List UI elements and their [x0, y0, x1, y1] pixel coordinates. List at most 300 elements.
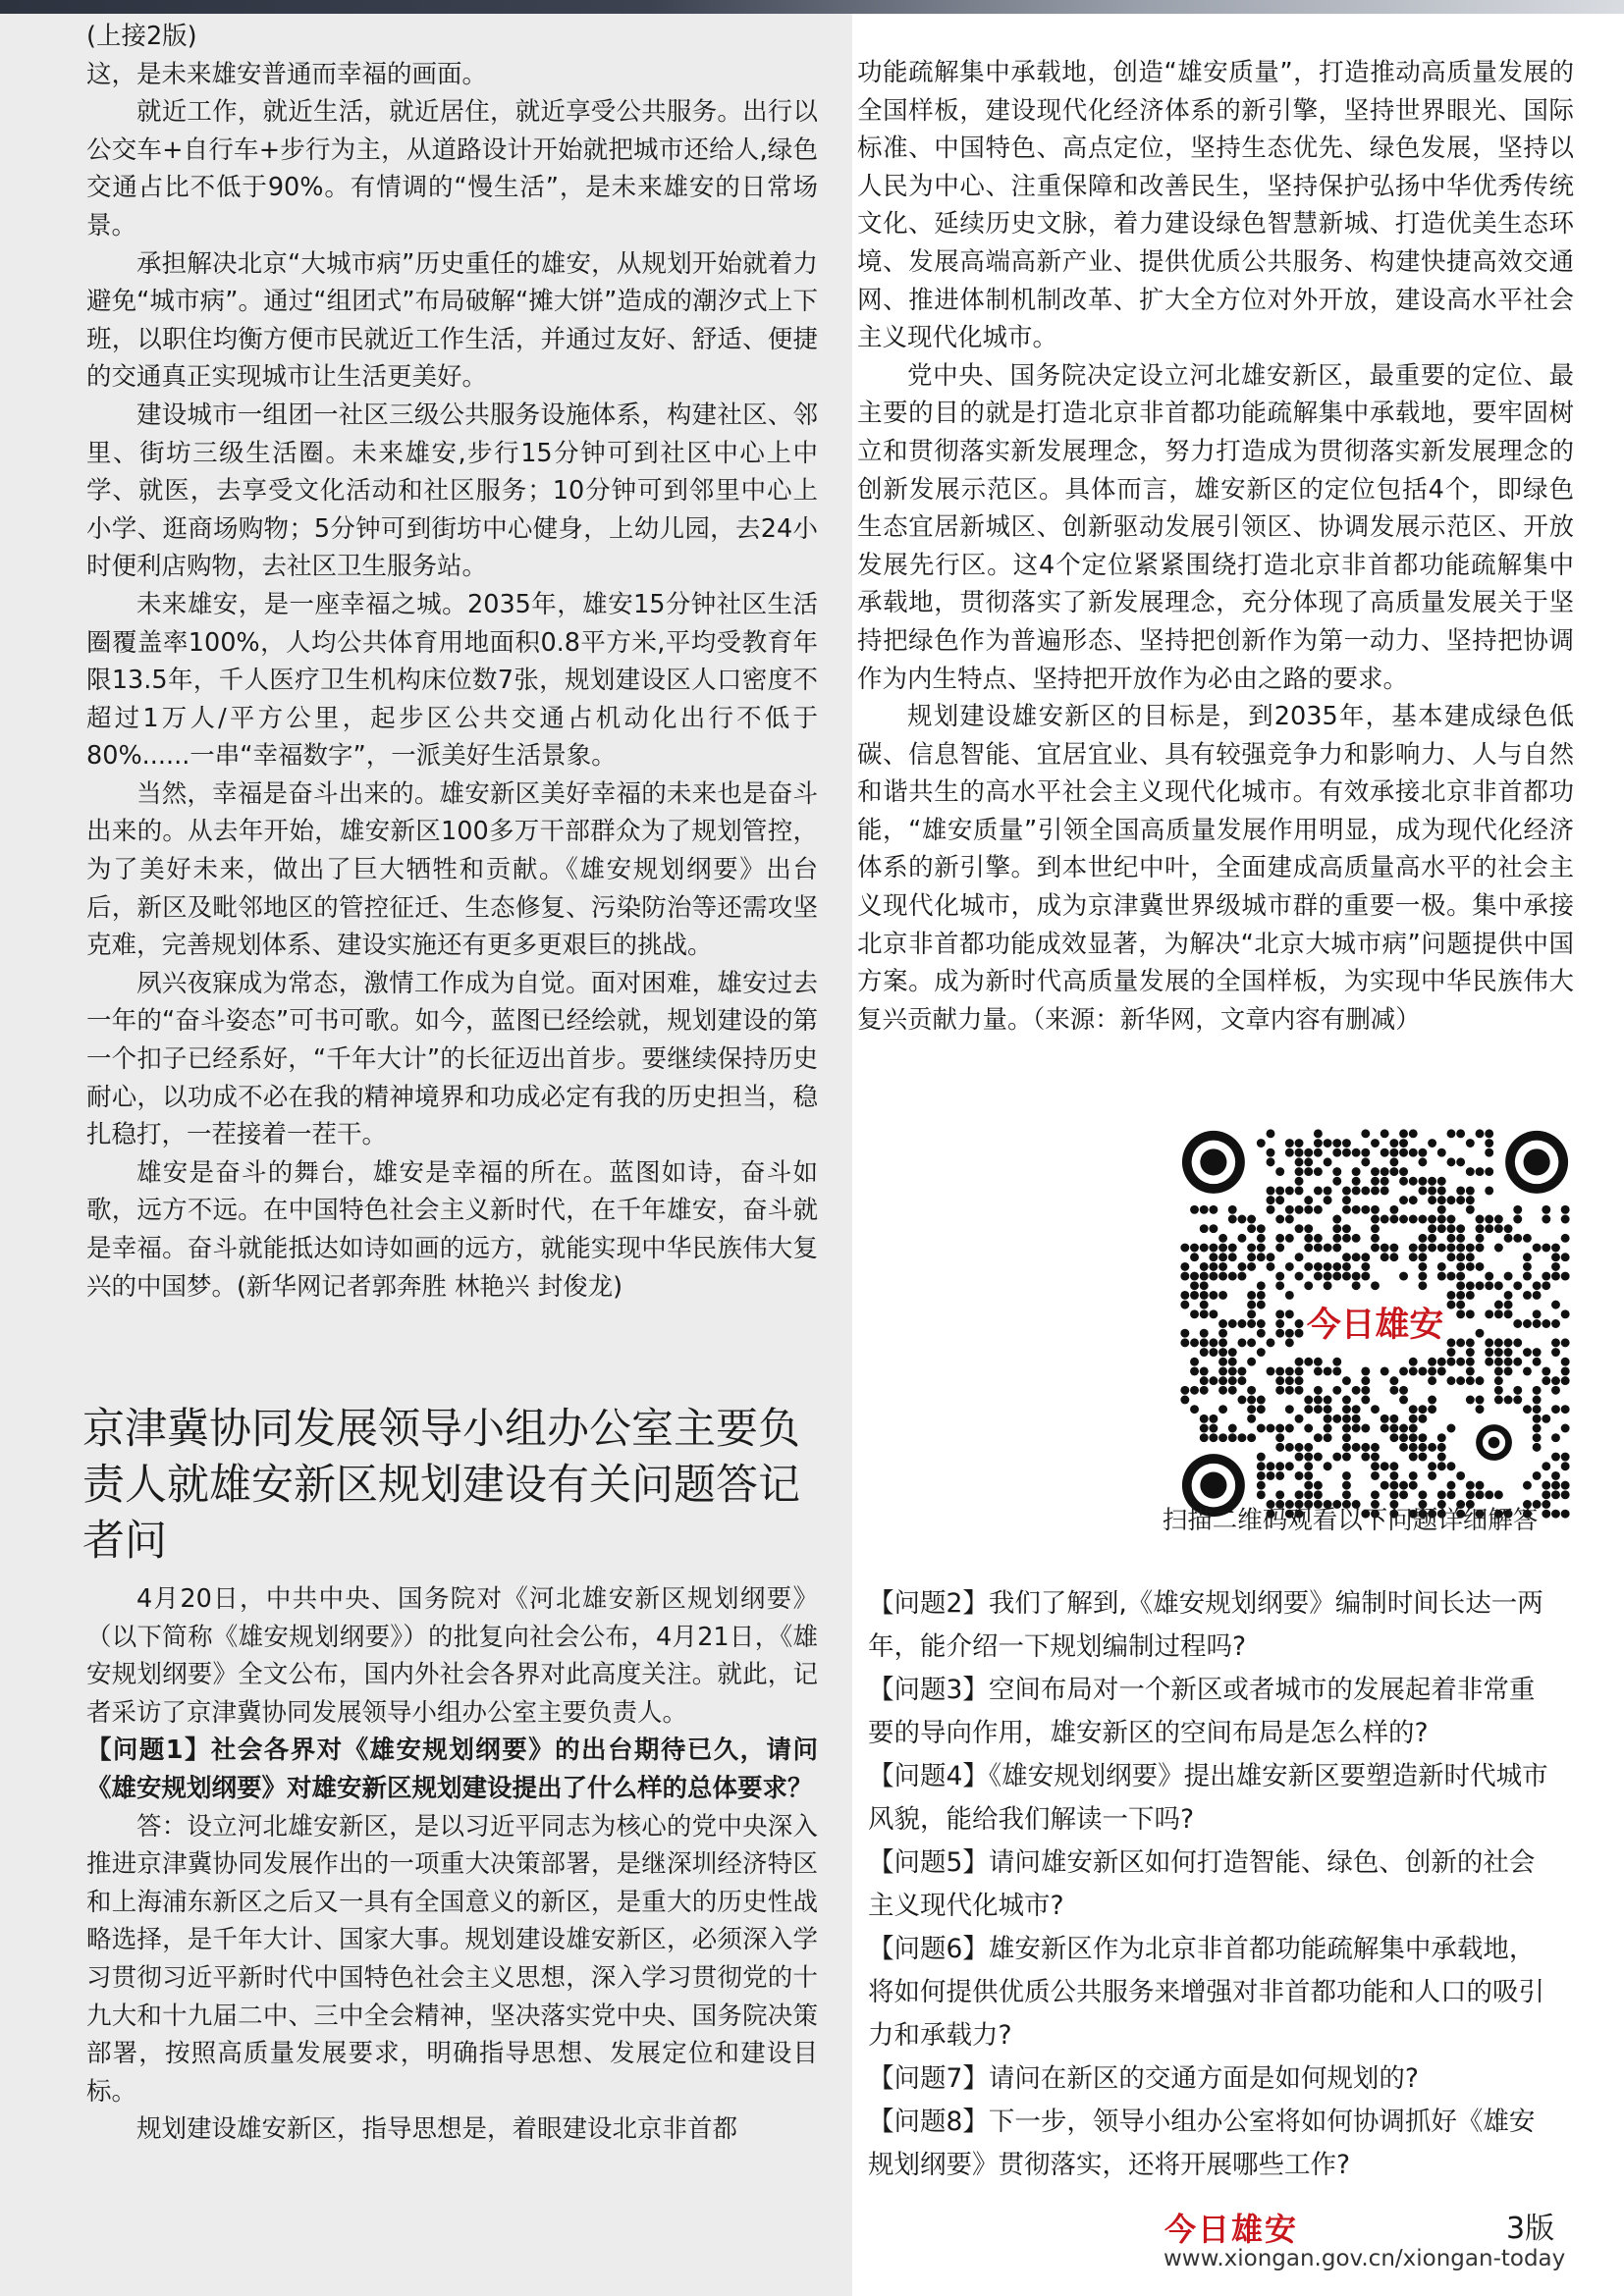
qr-module — [1295, 1471, 1304, 1480]
qr-module — [1218, 1262, 1227, 1271]
qr-module — [1257, 1319, 1266, 1328]
qr-module — [1466, 1481, 1475, 1490]
qr-module — [1504, 1366, 1513, 1375]
qr-module — [1361, 1396, 1370, 1405]
qr-module — [1380, 1481, 1389, 1490]
qr-module — [1418, 1366, 1427, 1375]
qr-module — [1428, 1196, 1436, 1204]
qr-module — [1295, 1167, 1304, 1176]
qr-module — [1494, 1396, 1503, 1405]
qr-module — [1190, 1358, 1199, 1366]
qr-module — [1380, 1253, 1389, 1261]
qr-module — [1380, 1129, 1389, 1138]
qr-module — [1361, 1157, 1370, 1166]
qr-module — [1324, 1139, 1332, 1148]
qr-module — [1342, 1453, 1351, 1462]
qr-module — [1447, 1338, 1456, 1347]
qr-module — [1324, 1272, 1332, 1281]
qr-module — [1285, 1376, 1294, 1385]
qr-module — [1257, 1224, 1266, 1233]
qr-module — [1533, 1443, 1542, 1452]
qr-module — [1561, 1405, 1570, 1414]
qr-module — [1332, 1262, 1341, 1271]
qr-module — [1533, 1281, 1542, 1290]
qr-module — [1485, 1281, 1493, 1290]
qr-module — [1314, 1386, 1323, 1395]
qr-module — [1209, 1224, 1218, 1233]
continued-note: (上接2版) — [86, 22, 197, 51]
qr-module — [1533, 1396, 1542, 1405]
qr-module — [1476, 1224, 1485, 1233]
qr-module — [1304, 1224, 1313, 1233]
qr-module — [1361, 1186, 1370, 1195]
qr-module — [1504, 1291, 1513, 1300]
qr-module — [1209, 1262, 1218, 1271]
qr-module — [1361, 1443, 1370, 1452]
qr-module — [1504, 1272, 1513, 1281]
qr-module — [1371, 1443, 1380, 1452]
qr-module — [1456, 1376, 1465, 1385]
qr-module — [1542, 1272, 1550, 1281]
qr-module — [1352, 1177, 1361, 1186]
qr-module — [1399, 1167, 1408, 1176]
qr-module — [1209, 1244, 1218, 1253]
qr-module — [1200, 1272, 1209, 1281]
qr-module — [1200, 1244, 1209, 1253]
qr-module — [1257, 1281, 1266, 1290]
qr-module — [1380, 1186, 1389, 1195]
qr-module — [1551, 1319, 1560, 1328]
qr-module — [1257, 1348, 1266, 1357]
qr-module — [1418, 1234, 1427, 1243]
qr-module — [1371, 1205, 1380, 1214]
qr-module — [1285, 1215, 1294, 1224]
qr-module — [1352, 1405, 1361, 1414]
qr-module — [1218, 1253, 1227, 1261]
qr-module — [1342, 1205, 1351, 1214]
paragraph: 这，是未来雄安普通而幸福的画面。 — [86, 59, 488, 89]
qr-module — [1324, 1405, 1332, 1414]
qr-module — [1476, 1262, 1485, 1271]
qr-module — [1275, 1215, 1284, 1224]
qr-module — [1285, 1309, 1294, 1318]
qr-module — [1399, 1272, 1408, 1281]
qr-module — [1418, 1157, 1427, 1166]
question-item: 【问题7】请问在新区的交通方面是如何规划的? — [868, 2063, 1419, 2094]
qr-module — [1314, 1205, 1323, 1214]
qr-module — [1190, 1205, 1199, 1214]
qr-module — [1324, 1196, 1332, 1204]
qr-module — [1371, 1244, 1380, 1253]
qr-module — [1332, 1139, 1341, 1148]
qr-module — [1304, 1396, 1313, 1405]
masthead-logo: 今日雄安 — [1164, 2211, 1299, 2248]
qr-module — [1275, 1234, 1284, 1243]
qr-module — [1428, 1215, 1436, 1224]
qr-module — [1399, 1177, 1408, 1186]
qr-module — [1437, 1186, 1446, 1195]
question-1: 【问题1】社会各界对《雄安规划纲要》的出台期待已久，请问《雄安规划纲要》对雄安新区规划建设提出了什么样的总体要求？ — [86, 1735, 818, 1803]
qr-module — [1237, 1376, 1246, 1385]
qr-module — [1190, 1309, 1199, 1318]
right-article-text — [857, 54, 1574, 1039]
qr-module — [1209, 1424, 1218, 1433]
qr-module — [1228, 1376, 1237, 1385]
qr-module — [1542, 1376, 1550, 1385]
qr-module — [1380, 1366, 1389, 1375]
qr-module — [1466, 1358, 1475, 1366]
qr-module — [1267, 1338, 1275, 1347]
qr-module — [1190, 1291, 1199, 1300]
qr-module — [1380, 1177, 1389, 1186]
qr-module — [1428, 1186, 1436, 1195]
paragraph: 雄安是奋斗的舞台，雄安是幸福的所在。蓝图如诗，奋斗如歌，远方不远。在中国特色社会主义新时代，在千年雄安，奋斗就是幸福。奋斗就能抵达如诗如画的远方，就能实现中华民族伟大复兴的中国梦。(新华网记者郭奔胜 林艳兴 封俊龙) — [86, 1157, 818, 1302]
qr-module — [1456, 1196, 1465, 1204]
qr-module — [1324, 1396, 1332, 1405]
qr-module — [1523, 1348, 1532, 1357]
qr-module — [1209, 1348, 1218, 1357]
qr-module — [1399, 1129, 1408, 1138]
qr-module — [1428, 1224, 1436, 1233]
qr-module — [1342, 1253, 1351, 1261]
qr-module — [1295, 1148, 1304, 1157]
article-heading: 京津冀协同发展领导小组办公室主要负责人就雄安新区规划建设有关问题答记者问 — [82, 1405, 800, 1566]
qr-module — [1561, 1338, 1570, 1347]
qr-module — [1533, 1424, 1542, 1433]
question-item: 【问题6】雄安新区作为北京非首都功能疏解集中承载地，将如何提供优质公共服务来增强对非首都功能和人口的吸引力和承载力? — [868, 1934, 1544, 2051]
qr-module — [1285, 1291, 1294, 1300]
qr-module — [1466, 1196, 1475, 1204]
paragraph: 承担解决北京“大城市病”历史重任的雄安，从规划开始就着力避免“城市病”。通过“组团式”布局破解“摊大饼”造成的潮汐式上下班，以职住均衡方便市民就近工作生活，并通过友好、舒适、便捷的交通真正实现城市让生活更美好。 — [86, 248, 818, 393]
qr-module — [1399, 1196, 1408, 1204]
qr-module — [1437, 1366, 1446, 1375]
qr-module — [1418, 1453, 1427, 1462]
qr-module — [1237, 1234, 1246, 1243]
qr-module — [1447, 1348, 1456, 1357]
page-number: 3版 — [1506, 2212, 1555, 2246]
qr-module — [1494, 1301, 1503, 1309]
qr-module — [1437, 1148, 1446, 1157]
qr-module — [1409, 1443, 1418, 1452]
qr-module — [1314, 1129, 1323, 1138]
qr-module — [1466, 1291, 1475, 1300]
qr-module — [1456, 1244, 1465, 1253]
qr-module — [1561, 1462, 1570, 1470]
footer-url[interactable]: www.xiongan.gov.cn/xiongan-today — [1164, 2246, 1566, 2271]
qr-module — [1267, 1462, 1275, 1470]
qr-module — [1561, 1205, 1570, 1214]
qr-module — [1267, 1186, 1275, 1195]
qr-module — [1332, 1167, 1341, 1176]
qr-module — [1332, 1272, 1341, 1281]
qr-module — [1267, 1424, 1275, 1433]
qr-module — [1513, 1396, 1522, 1405]
qr-module — [1295, 1186, 1304, 1195]
qr-module — [1380, 1244, 1389, 1253]
qr-module — [1389, 1471, 1398, 1480]
qr-module — [1200, 1424, 1209, 1433]
answer-paragraph: 答：设立河北雄安新区，是以习近平同志为核心的党中央深入推进京津冀协同发展作出的一项重大决策部署，是继深圳经济特区和上海浦东新区之后又一具有全国意义的新区，是重大的历史性战略选择，是千年大计、国家大事。规划建设雄安新区，必须深入学习贯彻习近平新时代中国特色社会主义思想，深入学习贯彻党的十九大和十九届二中、三中全会精神，坚决落实党中央、国务院决策部署，按照高质量发展要求，明确指导思想、发展定位和建设目标。 — [86, 1811, 818, 2107]
qr-module — [1295, 1177, 1304, 1186]
qr-module — [1275, 1309, 1284, 1318]
paragraph: 未来雄安，是一座幸福之城。2035年，雄安15分钟社区生活圈覆盖率100%，人均公共体育用地面积0.8平方米,平均受教育年限13.5年，千人医疗卫生机构床位数7张，规划建设区人口密度不超过1万人/平方公里，起步区公共交通占机动化出行不低于80%......一串“幸福数字”，一派美好生活景象。 — [86, 589, 818, 772]
qr-module — [1418, 1433, 1427, 1442]
qr-module — [1485, 1148, 1493, 1157]
qr-module — [1380, 1167, 1389, 1176]
qr-module — [1247, 1338, 1256, 1347]
qr-module — [1447, 1157, 1456, 1166]
qr-module — [1190, 1405, 1199, 1414]
qr-module — [1389, 1481, 1398, 1490]
qr-module — [1494, 1490, 1503, 1499]
qr-module — [1237, 1215, 1246, 1224]
qr-module — [1513, 1215, 1522, 1224]
qr-module — [1504, 1301, 1513, 1309]
qr-module — [1447, 1129, 1456, 1138]
qr-module — [1466, 1253, 1475, 1261]
qr-module — [1361, 1253, 1370, 1261]
qr-module — [1247, 1386, 1256, 1395]
qr-module — [1523, 1291, 1532, 1300]
qr-module — [1324, 1462, 1332, 1470]
qr-module — [1494, 1348, 1503, 1357]
qr-module — [1418, 1443, 1427, 1452]
qr-module — [1551, 1272, 1560, 1281]
qr-module — [1304, 1424, 1313, 1433]
qr-module — [1304, 1358, 1313, 1366]
qr-module — [1314, 1244, 1323, 1253]
qr-module — [1304, 1262, 1313, 1271]
qr-module — [1295, 1376, 1304, 1385]
qr-module — [1267, 1471, 1275, 1480]
qr-module — [1561, 1376, 1570, 1385]
qr-module — [1295, 1205, 1304, 1214]
qr-module — [1551, 1244, 1560, 1253]
qr-module — [1218, 1291, 1227, 1300]
qr-module — [1257, 1301, 1266, 1309]
qr-module — [1476, 1167, 1485, 1176]
qr-module — [1437, 1443, 1446, 1452]
qr-module — [1314, 1366, 1323, 1375]
qr-module — [1257, 1329, 1266, 1338]
qr-module — [1409, 1196, 1418, 1204]
qr-module — [1200, 1338, 1209, 1347]
qr-module — [1380, 1215, 1389, 1224]
qr-module — [1247, 1415, 1256, 1423]
qr-module — [1533, 1471, 1542, 1480]
qr-module — [1371, 1490, 1380, 1499]
qr-module — [1523, 1253, 1532, 1261]
qr-module — [1342, 1224, 1351, 1233]
qr-module — [1324, 1281, 1332, 1290]
qr-module — [1237, 1396, 1246, 1405]
qr-module — [1218, 1234, 1227, 1243]
qr-module — [1342, 1196, 1351, 1204]
qr-module — [1447, 1490, 1456, 1499]
qr-module — [1228, 1366, 1237, 1375]
qr-module — [1209, 1309, 1218, 1318]
qr-module — [1190, 1272, 1199, 1281]
qr-logo-text: 今日雄安 — [1306, 1305, 1444, 1346]
qr-module — [1285, 1329, 1294, 1338]
qr-module — [1561, 1490, 1570, 1499]
qr-module — [1209, 1291, 1218, 1300]
qr-module — [1200, 1309, 1209, 1318]
qr-module — [1437, 1453, 1446, 1462]
qr-module — [1485, 1358, 1493, 1366]
qr-module — [1533, 1319, 1542, 1328]
qr-module — [1409, 1177, 1418, 1186]
qr-module — [1200, 1205, 1209, 1214]
qr-module — [1389, 1253, 1398, 1261]
qr-module — [1228, 1215, 1237, 1224]
qr-module — [1533, 1291, 1542, 1300]
qr-module — [1551, 1386, 1560, 1395]
qr-module — [1485, 1348, 1493, 1357]
qr-module — [1389, 1424, 1398, 1433]
qr-module — [1399, 1396, 1408, 1405]
qr-module — [1361, 1366, 1370, 1375]
qr-module — [1237, 1319, 1246, 1328]
qr-module — [1324, 1433, 1332, 1442]
qr-module — [1257, 1481, 1266, 1490]
qr-module — [1399, 1424, 1408, 1433]
qr-module — [1466, 1376, 1475, 1385]
qr-module — [1456, 1157, 1465, 1166]
qr-module — [1513, 1358, 1522, 1366]
qr-module — [1275, 1319, 1284, 1328]
qr-module — [1485, 1490, 1493, 1499]
qr-module — [1285, 1234, 1294, 1243]
qr-module — [1324, 1186, 1332, 1195]
qr-module — [1285, 1139, 1294, 1148]
qr-module — [1352, 1272, 1361, 1281]
qr-module — [1371, 1186, 1380, 1195]
qr-module — [1180, 1244, 1189, 1253]
qr-module — [1456, 1338, 1465, 1347]
qr-module — [1332, 1148, 1341, 1157]
qr-module — [1409, 1244, 1418, 1253]
qr-module — [1447, 1462, 1456, 1470]
qr-module — [1494, 1281, 1503, 1290]
qr-module — [1304, 1244, 1313, 1253]
answer-paragraph: 规划建设雄安新区，指导思想是，着眼建设北京非首都 — [136, 2114, 738, 2145]
qr-module — [1371, 1234, 1380, 1243]
qr-code[interactable] — [1180, 1129, 1570, 1519]
qr-module — [1456, 1309, 1465, 1318]
qr-module — [1295, 1366, 1304, 1375]
qr-module — [1409, 1215, 1418, 1224]
qr-module — [1285, 1148, 1294, 1157]
qr-module — [1304, 1281, 1313, 1290]
qr-module — [1275, 1366, 1284, 1375]
qr-module — [1399, 1490, 1408, 1499]
qr-module — [1551, 1253, 1560, 1261]
qr-module — [1180, 1301, 1189, 1309]
qr-module — [1180, 1291, 1189, 1300]
qr-module — [1342, 1443, 1351, 1452]
question-item: 【问题3】空间布局对一个新区或者城市的发展起着非常重要的导向作用，雄安新区的空间布局是怎么样的? — [868, 1675, 1536, 1748]
qr-module — [1304, 1157, 1313, 1166]
qr-module — [1485, 1309, 1493, 1318]
qr-module — [1218, 1319, 1227, 1328]
qr-module — [1257, 1471, 1266, 1480]
qr-module — [1295, 1490, 1304, 1499]
qr-module — [1409, 1366, 1418, 1375]
qr-module — [1371, 1453, 1380, 1462]
qr-module — [1304, 1481, 1313, 1490]
qr-module — [1456, 1301, 1465, 1309]
paragraph: 建设城市一组团一社区三级公共服务设施体系，构建社区、邻里、街坊三级生活圈。未来雄安,步行15分钟可到社区中心上中学、就医，去享受文化活动和社区服务；10分钟可到邻里中心上小学、逛商场购物；5分钟可到街坊中心健身，上幼儿园，去24小时便利店购物，去社区卫生服务站。 — [86, 400, 818, 582]
qr-module — [1228, 1386, 1237, 1395]
qr-module — [1200, 1291, 1209, 1300]
qr-module — [1513, 1281, 1522, 1290]
qr-module — [1332, 1177, 1341, 1186]
qr-module — [1200, 1262, 1209, 1271]
qr-module — [1456, 1253, 1465, 1261]
qr-module — [1533, 1405, 1542, 1414]
qr-module — [1275, 1462, 1284, 1470]
qr-module — [1200, 1376, 1209, 1385]
qr-module — [1218, 1329, 1227, 1338]
qr-module — [1476, 1405, 1485, 1414]
qr-module — [1523, 1481, 1532, 1490]
qr-module — [1237, 1338, 1246, 1347]
qr-module — [1257, 1396, 1266, 1405]
qr-module — [1285, 1205, 1294, 1214]
qr-module — [1180, 1272, 1189, 1281]
qr-module — [1228, 1433, 1237, 1442]
qr-module — [1561, 1481, 1570, 1490]
qr-module — [1314, 1405, 1323, 1414]
qr-module — [1561, 1453, 1570, 1462]
qr-module — [1275, 1424, 1284, 1433]
qr-module — [1476, 1234, 1485, 1243]
qr-module — [1428, 1471, 1436, 1480]
qr-module — [1295, 1157, 1304, 1166]
qr-module — [1399, 1139, 1408, 1148]
paragraph: 规划建设雄安新区的目标是，到2035年，基本建成绿色低碳、信息智能、宜居宜业、具有较强竞争力和影响力、人与自然和谐共生的高水平社会主义现代化城市。有效承接北京非首都功能，“雄安质量”引领全国高质量发展作用明显，成为现代化经济体系的新引擎。到本世纪中叶，全面建成高质量高水平的社会主义现代化城市，成为京津冀世界级城市群的重要一极。集中承接北京非首都功能成效显著，为解决“北京大城市病”问题提供中国方案。成为新时代高质量发展的全国样板，为实现中华民族伟大复兴贡献力量。（来源：新华网，文章内容有删减） — [857, 702, 1574, 1035]
qr-module — [1389, 1139, 1398, 1148]
qr-module — [1456, 1358, 1465, 1366]
qr-module — [1295, 1139, 1304, 1148]
qr-module — [1200, 1415, 1209, 1423]
qr-module — [1200, 1281, 1209, 1290]
qr-module — [1228, 1253, 1237, 1261]
qr-module — [1485, 1167, 1493, 1176]
qr-module — [1352, 1186, 1361, 1195]
qr-module — [1314, 1433, 1323, 1442]
qr-module — [1371, 1471, 1380, 1480]
qr-module — [1190, 1281, 1199, 1290]
qr-module — [1209, 1338, 1218, 1347]
qr-module — [1494, 1309, 1503, 1318]
qr-module — [1513, 1234, 1522, 1243]
qr-module — [1190, 1253, 1199, 1261]
qr-module — [1418, 1186, 1427, 1195]
qr-module — [1456, 1471, 1465, 1480]
qr-module — [1456, 1291, 1465, 1300]
qr-module — [1428, 1358, 1436, 1366]
qr-module — [1494, 1386, 1503, 1395]
qr-module — [1523, 1234, 1532, 1243]
qr-module — [1209, 1433, 1218, 1442]
qr-module — [1447, 1196, 1456, 1204]
qr-module — [1361, 1453, 1370, 1462]
qr-module — [1456, 1224, 1465, 1233]
qr-module — [1295, 1329, 1304, 1338]
qr-module — [1275, 1433, 1284, 1442]
